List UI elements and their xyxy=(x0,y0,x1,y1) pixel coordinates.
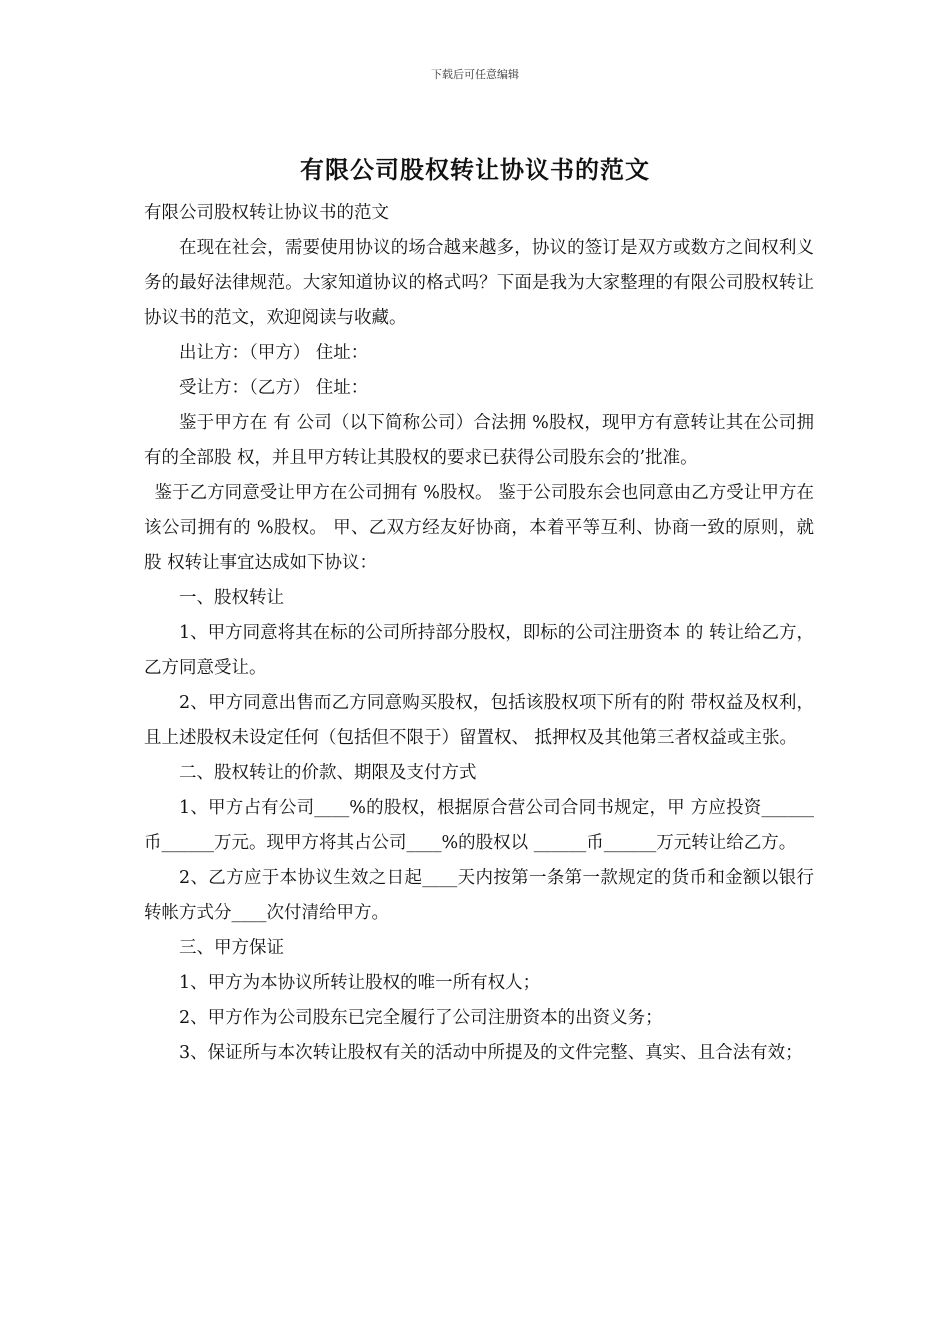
clause-2-1: 1、甲方占有公司____%的股权，根据原合营公司合同书规定，甲 方应投资______币______万元。现甲方将其占公司____%的股权以 ______币______万元转让给乙方。 xyxy=(144,798,814,853)
section-heading-2: 二、股权转让的价款、期限及支付方式 xyxy=(179,763,477,783)
clause-3-2: 2、甲方作为公司股东已完全履行了公司注册资本的出资义务； xyxy=(179,1008,663,1028)
paragraph-intro: 在现在社会，需要使用协议的场合越来越多，协议的签订是双方或数方之间权利义务的最好法律规范。大家知道协议的格式吗？下面是我为大家整理的有限公司股权转让协议书的范文，欢迎阅读与收藏。 xyxy=(144,238,814,328)
paragraph-subtitle: 有限公司股权转让协议书的范文 xyxy=(144,203,389,223)
paragraph-transferee: 受让方：（乙方） 住址： xyxy=(179,378,369,398)
header-note: 下载后可任意编辑 xyxy=(431,68,519,81)
clause-1-1: 1、甲方同意将其在标的公司所持部分股权，即标的公司注册资本 的 转让给乙方，乙方同意受让。 xyxy=(144,623,814,678)
paragraph-transferor: 出让方：（甲方） 住址： xyxy=(179,343,369,363)
section-heading-1: 一、股权转让 xyxy=(179,588,284,608)
clause-3-3: 3、保证所与本次转让股权有关的活动中所提及的文件完整、真实、且合法有效； xyxy=(179,1043,803,1063)
document-title: 有限公司股权转让协议书的范文 xyxy=(300,155,650,184)
clause-3-1: 1、甲方为本协议所转让股权的唯一所有权人； xyxy=(179,973,541,993)
paragraph-whereas-b: 鉴于乙方同意受让甲方在公司拥有 %股权。 鉴于公司股东会也同意由乙方受让甲方在该公司拥有的 %股权。 甲、乙双方经友好协商，本着平等互利、协商一致的原则，就股 权转让事宜达成如下协议： xyxy=(144,483,814,573)
document-body xyxy=(144,196,814,1071)
clause-1-2: 2、甲方同意出售而乙方同意购买股权，包括该股权项下所有的附 带权益及权利，且上述股权未设定任何（包括但不限于）留置权、 抵押权及其他第三者权益或主张。 xyxy=(144,693,814,748)
paragraph-whereas-a: 鉴于甲方在 有 公司（以下简称公司）合法拥 %股权，现甲方有意转让其在公司拥有的全部股 权，并且甲方转让其股权的要求已获得公司股东会的’批准。 xyxy=(144,413,814,468)
section-heading-3: 三、甲方保证 xyxy=(179,938,284,958)
clause-2-2: 2、乙方应于本协议生效之日起____天内按第一条第一款规定的货币和金额以银行转帐方式分____次付清给甲方。 xyxy=(144,868,814,923)
